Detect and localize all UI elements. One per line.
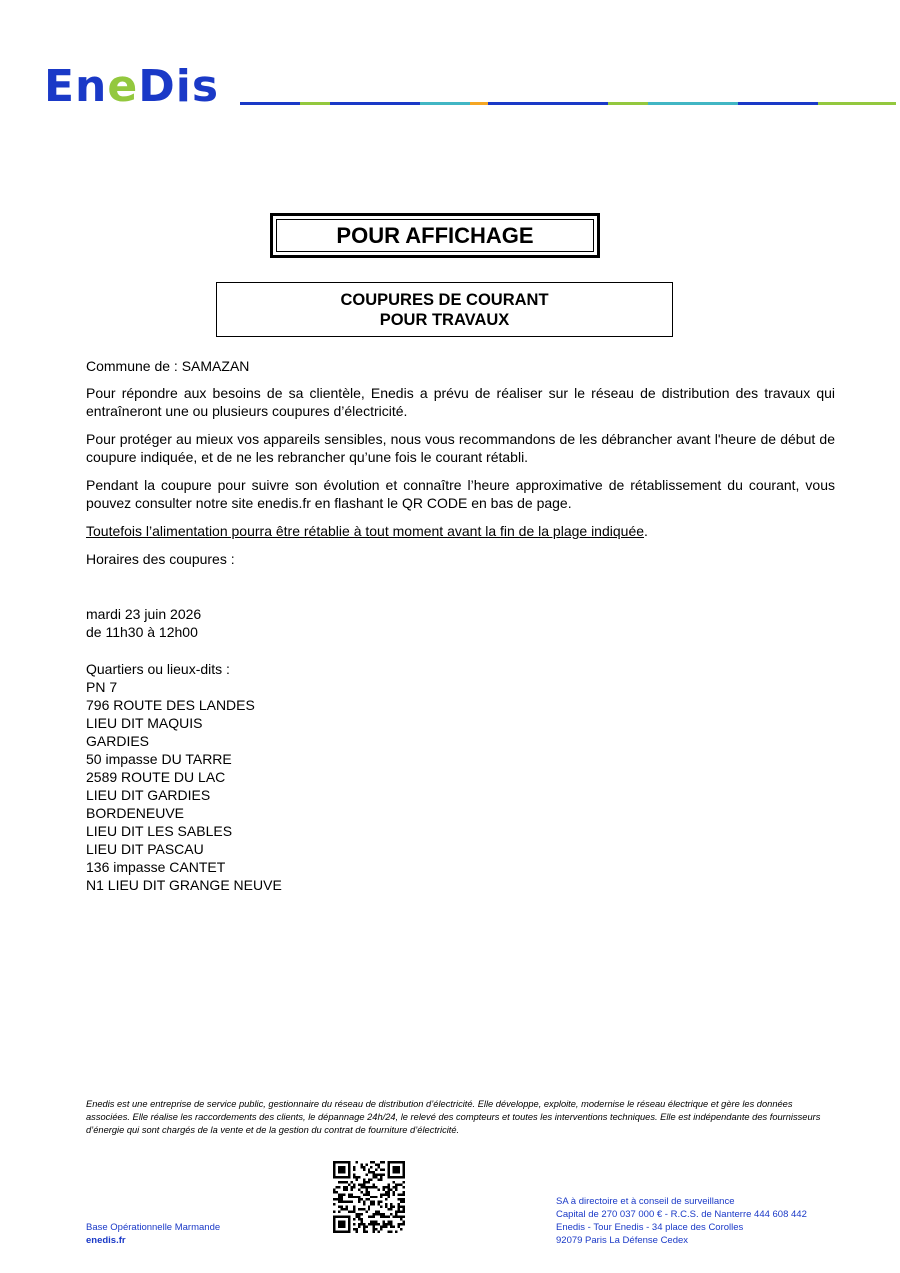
- logo-accent: e: [107, 61, 139, 112]
- location-item: 136 impasse CANTET: [86, 859, 226, 875]
- commune-line: Commune de : SAMAZAN: [86, 358, 250, 374]
- logo-wordmark: [44, 61, 234, 112]
- footer-right: [556, 1195, 807, 1247]
- rule-segment: [818, 102, 896, 105]
- schedule-date: mardi 23 juin 2026: [86, 606, 202, 622]
- locations-heading: Quartiers ou lieux-dits :: [86, 661, 230, 677]
- rule-segment: [738, 102, 818, 105]
- footer-website-link[interactable]: enedis.fr: [86, 1235, 126, 1246]
- footer-company-line3: Enedis - Tour Enedis - 34 place des Corolles: [556, 1222, 744, 1233]
- footer-company-line2: Capital de 270 037 000 € - R.C.S. de Nanterre 444 608 442: [556, 1209, 807, 1220]
- logo-part1: En: [44, 61, 108, 112]
- notice-title-line1: COUPURES DE COURANT: [340, 290, 549, 309]
- paragraph-4: [86, 522, 835, 540]
- paragraph-4-end: .: [644, 523, 648, 539]
- location-item: N1 LIEU DIT GRANGE NEUVE: [86, 877, 282, 893]
- schedule-time: de 11h30 à 12h00: [86, 624, 198, 640]
- qr-code-icon[interactable]: [333, 1161, 405, 1233]
- header-rule: [240, 102, 896, 105]
- footer-base-name: Base Opérationnelle Marmande: [86, 1222, 221, 1233]
- rule-segment: [648, 102, 738, 105]
- paragraph-4-underlined: Toutefois l’alimentation pourra être rétablie à tout moment avant la fin de la plage indiquée: [86, 523, 645, 539]
- rule-segment: [300, 102, 330, 105]
- paragraph-1: Pour répondre aux besoins de sa clientèle, Enedis a prévu de réaliser sur le réseau de distribution des travaux qui entraîneront une ou plusieurs coupures d’électricité.: [86, 385, 835, 419]
- footer-legal-note: Enedis est une entreprise de service public, gestionnaire du réseau de distribution d’électricité. Elle développe, exploite, modernise le réseau électrique et gère les données associées. Elle réalise les raccordements des clients, le dépannage 24h/24, le relevé des compteurs et toutes les interventions techniques. Elle est indépendante des fournisseurs d’énergie qui sont chargés de la vente et de la gestion du contrat de fourniture d’électricité.: [86, 1099, 821, 1135]
- footer-company-line1: SA à directoire et à conseil de surveillance: [556, 1196, 735, 1207]
- schedule-heading: Horaires des coupures :: [86, 551, 235, 567]
- rule-segment: [330, 102, 420, 105]
- rule-segment: [470, 102, 488, 105]
- location-item: 50 impasse DU TARRE: [86, 751, 232, 767]
- locations-list: [86, 678, 835, 894]
- rule-segment: [608, 102, 648, 105]
- paragraph-2: Pour protéger au mieux vos appareils sensibles, nous vous recommandons de les débrancher avant l'heure de début de coupure indiquée, et de ne les rebrancher qu’une fois le courant rétabli.: [86, 431, 835, 465]
- location-item: BORDENEUVE: [86, 805, 185, 821]
- location-item: LIEU DIT LES SABLES: [86, 823, 233, 839]
- location-item: LIEU DIT GARDIES: [86, 787, 211, 803]
- location-item: 796 ROUTE DES LANDES: [86, 697, 255, 713]
- logo-part2: Dis: [138, 61, 220, 112]
- footer-company-line4: 92079 Paris La Défense Cedex: [556, 1235, 689, 1246]
- paragraph-3: Pendant la coupure pour suivre son évolution et connaître l’heure approximative de rétablissement du courant, vous pouvez consulter notre site enedis.fr en flashant le QR CODE en bas de page.: [86, 477, 835, 511]
- notice-title-line2: POUR TRAVAUX: [379, 310, 510, 329]
- location-item: LIEU DIT MAQUIS: [86, 715, 203, 731]
- location-item: GARDIES: [86, 733, 150, 749]
- rule-segment: [240, 102, 300, 105]
- location-item: 2589 ROUTE DU LAC: [86, 769, 226, 785]
- rule-segment: [420, 102, 470, 105]
- enedis-logo: [44, 61, 234, 112]
- display-label-box: [270, 213, 600, 258]
- footer-left: [86, 1221, 220, 1247]
- location-item: PN 7: [86, 679, 118, 695]
- location-item: LIEU DIT PASCAU: [86, 841, 204, 857]
- display-label: POUR AFFICHAGE: [276, 219, 594, 252]
- notice-title-box: [216, 282, 673, 337]
- rule-segment: [488, 102, 608, 105]
